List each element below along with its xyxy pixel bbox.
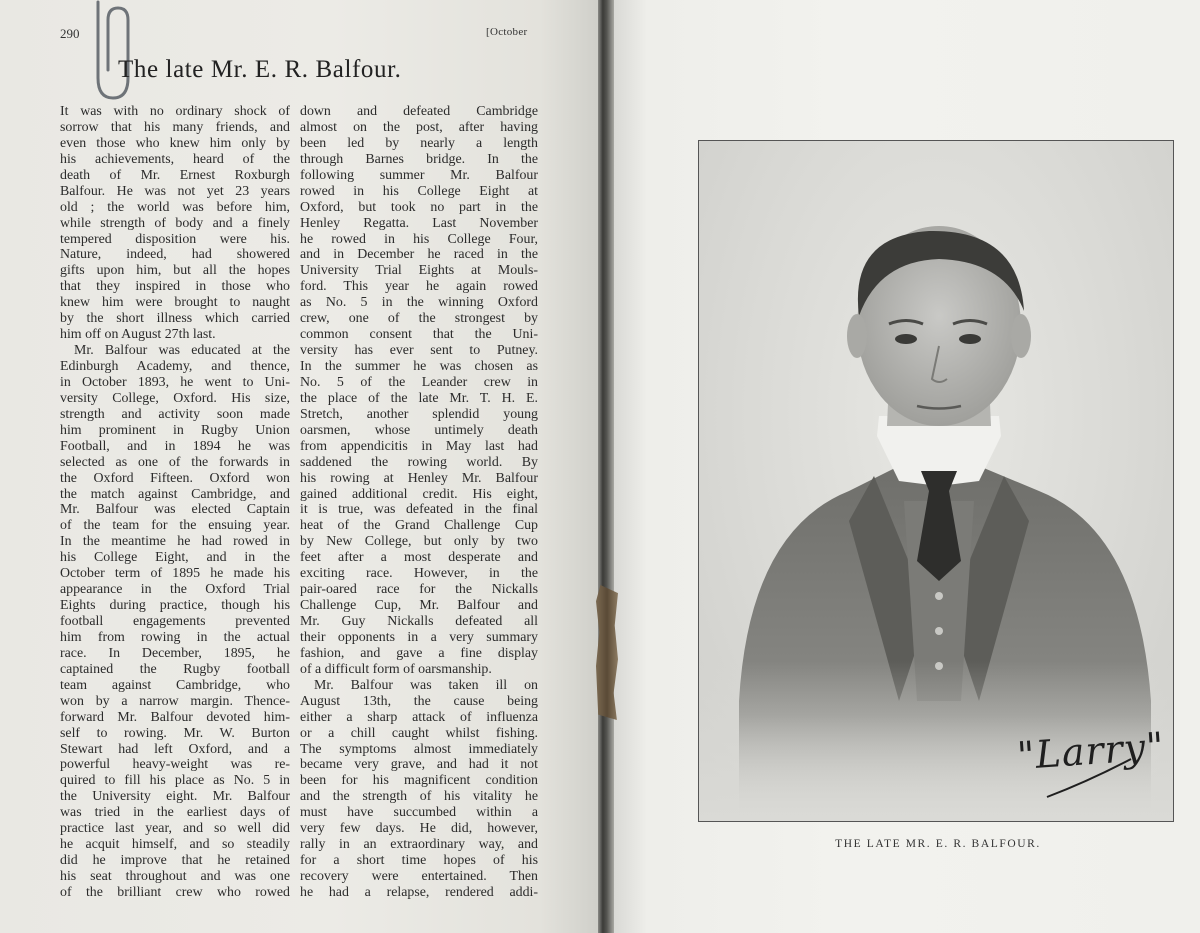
text-line: by New College, but only by two [300,534,538,550]
text-line: appearance in the Oxford Trial [60,582,290,598]
text-line: he had a relapse, rendered addi- [300,884,538,900]
text-line: It was with no ordinary shock of [60,104,290,119]
text-line: Balfour. He was not yet 23 years [60,183,290,199]
article-title: The late Mr. E. R. Balfour. [118,56,402,83]
text-line: was tried in the earliest days of [60,805,290,821]
text-line: Nature, indeed, had showered [60,247,290,263]
text-line: rowed in his College Eight at [300,183,538,199]
text-line: captained the Rugby football [60,661,290,677]
text-line: his seat throughout and was one [60,869,290,884]
running-head: [October [486,26,528,38]
text-line: of the team for the ensuing year. [60,518,290,534]
text-line: very few days. He did, however, [300,821,538,837]
text-line: won by a narrow margin. Thence- [60,693,290,709]
text-line: death of Mr. Ernest Roxburgh [60,167,290,183]
text-line: No. 5 of the Leander crew in [300,374,538,390]
text-line: Football, and in 1894 he was [60,438,290,454]
text-line: of a difficult form of oarsmanship. [300,661,492,677]
text-line: race. In December, 1895, he [60,645,290,661]
text-line: crew, one of the strongest by [300,311,538,327]
text-line: almost on the post, after having [300,119,538,135]
text-line: University Trial Eights at Mouls- [300,263,538,279]
text-line: rally in an extraordinary way, and [300,837,538,853]
text-line: Edinburgh Academy, and thence, [60,359,290,374]
text-line: did he improve that he retained [60,853,290,869]
text-line: their opponents in a very summary [300,629,538,645]
text-line: old ; the world was before him, [60,199,290,215]
text-line: exciting race. However, in the [300,566,538,582]
text-line: his rowing at Henley Mr. Balfour [300,470,538,486]
text-line: he acquit himself, and so steadily [60,837,290,853]
text-line: team against Cambridge, who [60,677,290,693]
text-line: the place of the late Mr. T. H. E. [300,390,538,406]
text-line: Mr. Balfour was elected Captain [60,502,290,518]
text-line: and the strength of his vitality he [300,789,538,805]
text-line: football engagements prevented [60,614,290,629]
text-line: while strength of body and a finely [60,215,290,231]
text-line: in October 1893, he went to Uni- [60,374,290,390]
book-gutter [598,0,614,933]
text-line: recovery were entertained. Then [300,869,538,884]
paperclip-icon [80,0,140,105]
text-line: versity has ever sent to Putney. [300,343,538,359]
text-line: Mr. Balfour was taken ill on [314,677,538,693]
text-line: Stretch, another splendid young [300,406,538,422]
text-line: gained additional credit. His eight, [300,486,538,502]
text-line: of the brilliant crew who rowed [60,884,290,900]
text-line: Mr. Balfour was educated at the [74,343,290,359]
text-line: Eights during practice, though his [60,598,290,614]
text-line: The symptoms almost immediately [300,741,538,757]
text-line: him off on August 27th last. [60,327,216,343]
text-line: either a sharp attack of influenza [300,709,538,725]
text-line: gifts upon him, but all the hopes [60,263,290,279]
text-line: him prominent in Rugby Union [60,422,290,438]
text-line: strength and activity soon made [60,406,290,422]
text-line: for a short time hopes of his [300,853,538,869]
signature-flourish [699,141,1174,822]
text-line: or a chill caught whilst fishing. [300,725,538,741]
text-line: his College Eight, and in the [60,550,290,566]
text-line: selected as one of the forwards in [60,454,290,470]
text-line: following summer Mr. Balfour [300,167,538,183]
text-line: by the short illness which carried [60,311,290,327]
text-line: pair-oared race for the Nickalls [300,582,538,598]
text-line: ford. This year he again rowed [300,279,538,295]
text-line: tempered disposition were his. [60,231,290,247]
portrait-photo [698,140,1174,822]
article-column-2 [300,104,538,901]
text-line: and in December he raced in the [300,247,538,263]
text-line: Challenge Cup, Mr. Balfour and [300,598,538,614]
text-line: must have succumbed within a [300,805,538,821]
text-line: been led by nearly a length [300,135,538,151]
text-line: heat of the Grand Challenge Cup [300,518,538,534]
text-line: he rowed in his College Four, [300,231,538,247]
article-column-1 [60,104,290,901]
text-line: powerful heavy-weight was re- [60,757,290,773]
text-line: even those who knew him only by [60,135,290,151]
text-line: versity College, Oxford. His size, [60,390,290,406]
text-line: common consent that the Uni- [300,327,538,343]
text-line: it is true, was defeated in the final [300,502,538,518]
text-line: oarsmen, whose untimely death [300,422,538,438]
text-line: been for his magnificent condition [300,773,538,789]
signature: "Larry" [1015,723,1167,779]
text-line: the match against Cambridge, and [60,486,290,502]
text-line: Mr. Guy Nickalls defeated all [300,614,538,629]
text-line: as No. 5 in the winning Oxford [300,295,538,311]
text-line: Stewart had left Oxford, and a [60,741,290,757]
text-line: October term of 1895 he made his [60,566,290,582]
text-line: knew him were brought to naught [60,295,290,311]
text-line: feet after a most desperate and [300,550,538,566]
text-line: down and defeated Cambridge [300,104,538,119]
text-line: the University eight. Mr. Balfour [60,789,290,805]
text-line: his achievements, heard of the [60,151,290,167]
portrait-caption: THE LATE MR. E. R. BALFOUR. [835,838,1041,850]
text-line: Henley Regatta. Last November [300,215,538,231]
text-line: practice last year, and so well did [60,821,290,837]
text-line: him from rowing in the actual [60,629,290,645]
text-line: August 13th, the cause being [300,693,538,709]
text-line: from appendicitis in May last had [300,438,538,454]
text-line: became very grave, and had it not [300,757,538,773]
text-line: self to rowing. Mr. W. Burton [60,725,290,741]
text-line: the Oxford Fifteen. Oxford won [60,470,290,486]
text-line: saddened the rowing world. By [300,454,538,470]
text-line: Oxford, but took no part in the [300,199,538,215]
text-line: sorrow that his many friends, and [60,119,290,135]
text-line: quired to fill his place as No. 5 in [60,773,290,789]
page-number: 290 [60,26,80,41]
text-line: that they inspired in those who [60,279,290,295]
text-line: In the meantime he had rowed in [60,534,290,550]
text-line: through Barnes bridge. In the [300,151,538,167]
text-line: In the summer he was chosen as [300,359,538,374]
text-line: fashion, and gave a fine display [300,645,538,661]
text-line: forward Mr. Balfour devoted him- [60,709,290,725]
